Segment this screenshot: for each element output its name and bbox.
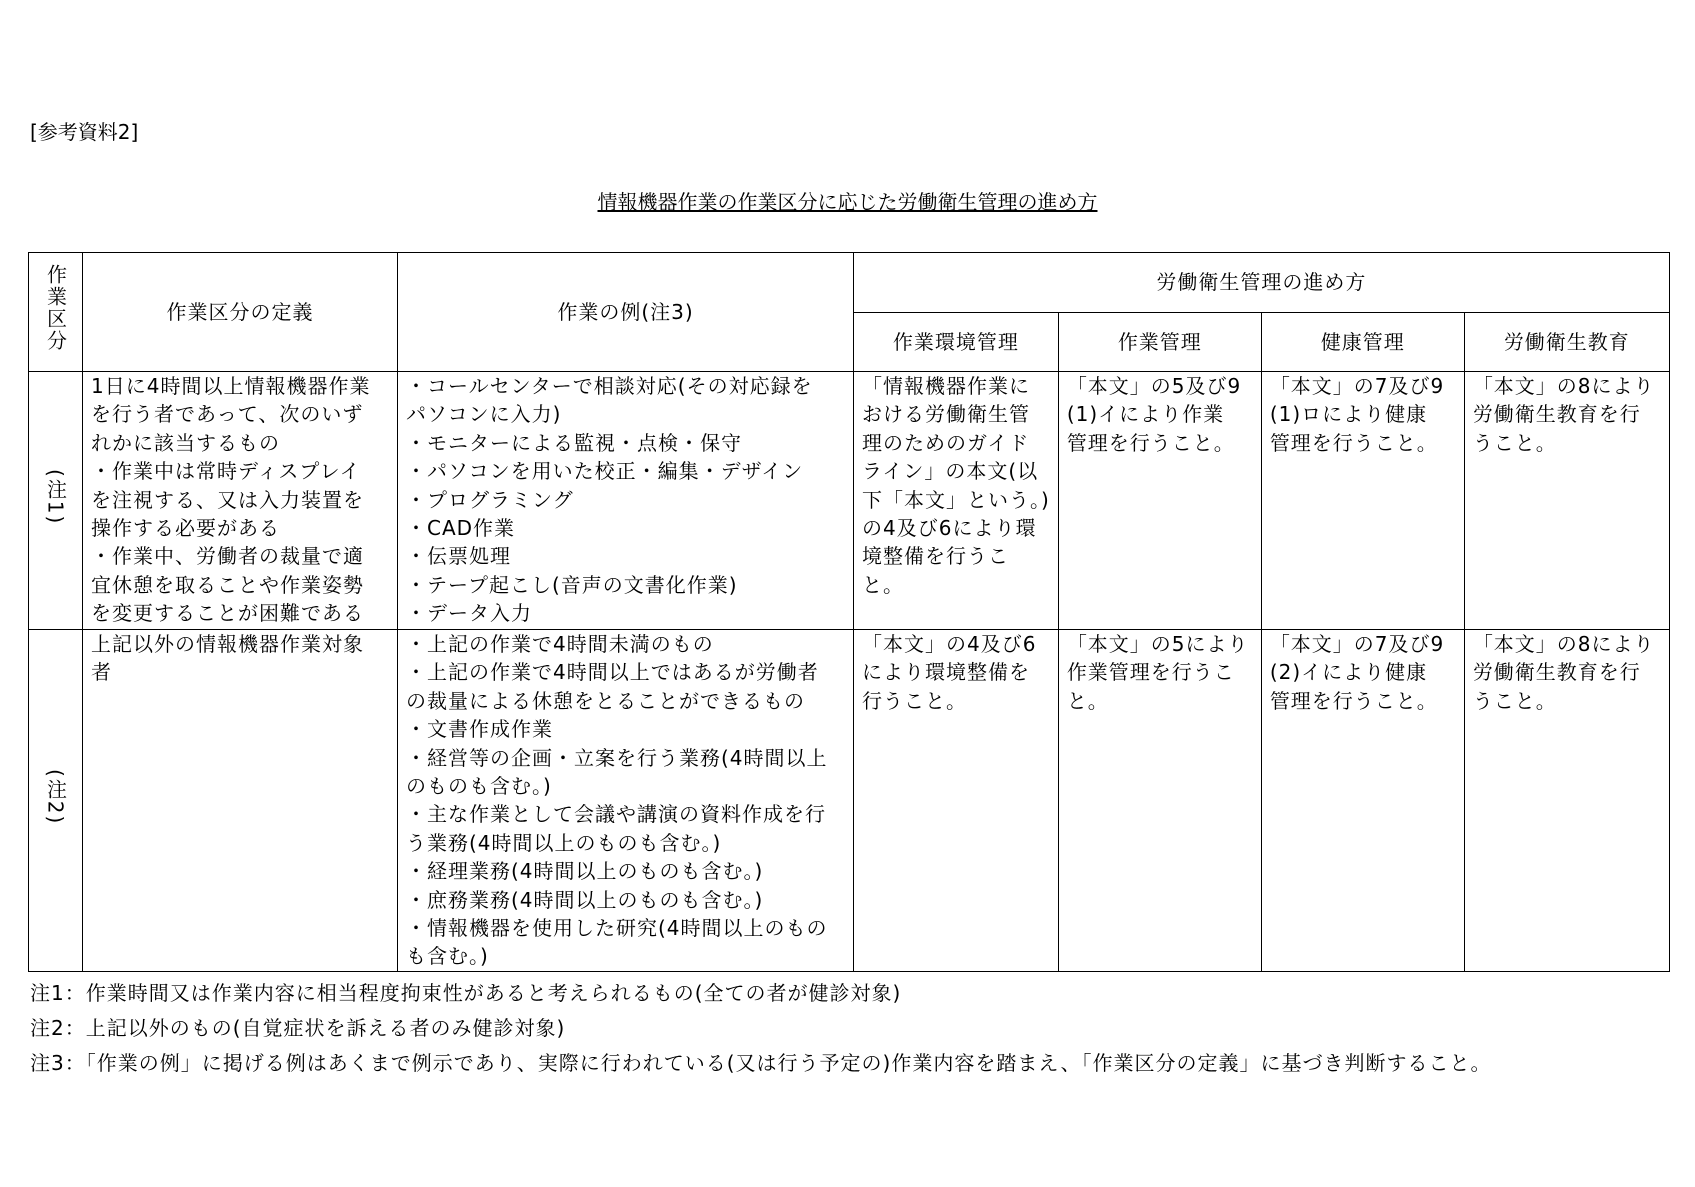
environment-line: 「本文」の4及び6 [862, 632, 1037, 656]
category-cell [29, 630, 83, 972]
examples-line: ・データ入力 [406, 601, 532, 626]
examples-cell [398, 630, 854, 972]
health-line: 管理を行うこと。 [1269, 430, 1438, 455]
environment-line: 境整備を行うこ [862, 544, 1009, 569]
education-line: 労働衛生教育を行 [1472, 660, 1641, 685]
examples-line: ・主な作業として会議や講演の資料作成を行 [406, 802, 826, 827]
category-label: (注1) [43, 468, 68, 525]
work-line: と。 [1066, 688, 1109, 713]
definition-cell [83, 372, 398, 630]
education-line: 労働衛生教育を行 [1472, 402, 1641, 427]
examples-line: ・上記の作業で4時間以上ではあるが労働者 [406, 660, 819, 685]
definition-line: ・作業中は常時ディスプレイ [91, 459, 361, 484]
footnote: 注1：作業時間又は作業内容に相当程度拘束性があると考えられるもの(全ての者が健診対象) [30, 981, 902, 1005]
header-work: 作業管理 [1058, 313, 1261, 372]
health-line: 「本文」の7及び9 [1269, 632, 1445, 656]
environment-line: ライン」の本文(以 [862, 459, 1039, 484]
education-cell [1464, 372, 1669, 630]
work-line: 「本文」の5及び9 [1066, 374, 1242, 398]
definition-cell [83, 630, 398, 972]
environment-line: の4及び6により環 [862, 516, 1037, 541]
education-line: 「本文」の8により [1472, 374, 1655, 398]
environment-line: 理のためのガイド [862, 430, 1030, 455]
examples-line: ・パソコンを用いた校正・編集・デザイン [406, 459, 804, 484]
education-line: 「本文」の8により [1472, 632, 1655, 656]
footnote: 注3：「作業の例」に掲げる例はあくまで例示であり、実際に行われている(又は行う予定の)作業内容を踏まえ、「作業区分の定義」に基づき判断すること。 [30, 1051, 1492, 1075]
work-line: (1)イにより作業 [1066, 402, 1225, 427]
examples-line: ・モニターによる監視・点検・保守 [406, 430, 742, 455]
environment-line: により環境整備を [862, 660, 1030, 685]
definition-line: 操作する必要がある [91, 516, 280, 541]
examples-line: う業務(4時間以上のものも含む。) [406, 830, 722, 855]
environment-cell [854, 372, 1059, 630]
examples-line: ・上記の作業で4時間未満のもの [406, 632, 714, 656]
examples-line: ・CAD作業 [406, 516, 516, 541]
definition-line: 宜休憩を取ることや作業姿勢 [91, 572, 364, 597]
education-line: うこと。 [1472, 430, 1557, 455]
environment-line: と。 [862, 572, 904, 597]
examples-line: の裁量による休憩をとることができるもの [406, 688, 805, 713]
work-line: 作業管理を行うこ [1066, 660, 1235, 685]
definition-line: 1日に4時間以上情報機器作業 [91, 374, 371, 398]
footnotes [30, 976, 1492, 1081]
management-table [28, 252, 1670, 972]
health-cell [1261, 630, 1464, 972]
education-cell [1464, 630, 1669, 972]
examples-line: のものも含む。) [406, 774, 552, 799]
health-line: 管理を行うこと。 [1269, 688, 1438, 713]
definition-line: 者 [91, 660, 112, 685]
header-health: 健康管理 [1261, 313, 1464, 372]
environment-line: 行うこと。 [862, 688, 967, 713]
header-education: 労働衛生教育 [1464, 313, 1669, 372]
examples-line: ・テープ起こし(音声の文書化作業) [406, 572, 738, 597]
header-management: 労働衛生管理の進め方 [854, 253, 1670, 313]
header-row [29, 253, 1670, 313]
header-environment: 作業環境管理 [854, 313, 1059, 372]
health-line: (2)イにより健康 [1269, 660, 1428, 685]
examples-line: ・伝票処理 [406, 544, 511, 569]
definition-line: れかに該当するもの [91, 430, 280, 455]
environment-line: 「情報機器作業に [862, 374, 1030, 398]
education-line: うこと。 [1472, 688, 1557, 713]
health-line: (1)ロにより健康 [1269, 402, 1428, 427]
header-category-text: 作業区分 [43, 264, 68, 353]
examples-line: ・庶務業務(4時間以上のものも含む。) [406, 887, 764, 912]
header-examples: 作業の例(注3) [398, 253, 854, 372]
header-category [29, 253, 83, 372]
definition-line: 上記以外の情報機器作業対象 [91, 632, 364, 656]
examples-line: ・経営等の企画・立案を行う業務(4時間以上 [406, 745, 828, 770]
examples-line: ・経理業務(4時間以上のものも含む。) [406, 859, 764, 884]
examples-line: パソコンに入力) [406, 402, 562, 427]
reference-label: [参考資料2] [30, 120, 139, 144]
category-cell [29, 372, 83, 630]
examples-line: ・プログラミング [406, 487, 574, 512]
page-title [0, 186, 1695, 215]
examples-line: ・情報機器を使用した研究(4時間以上のもの [406, 916, 828, 941]
examples-line: ・コールセンターで相談対応(その対応録を [406, 374, 813, 398]
definition-line: を変更することが困難である [91, 601, 364, 626]
work-cell [1058, 630, 1261, 972]
definition-line: を行う者であって、次のいず [91, 402, 364, 427]
header-definition: 作業区分の定義 [83, 253, 398, 372]
environment-line: 下「本文」という。) [862, 487, 1050, 512]
examples-cell [398, 372, 854, 630]
table-row [29, 372, 1670, 630]
health-cell [1261, 372, 1464, 630]
environment-cell [854, 630, 1059, 972]
definition-line: を注視する、又は入力装置を [91, 487, 364, 512]
examples-line: も含む。) [406, 944, 489, 969]
definition-line: ・作業中、労働者の裁量で適 [91, 544, 364, 569]
environment-line: おける労働衛生管 [862, 402, 1030, 427]
work-line: 「本文」の5により [1066, 632, 1249, 656]
examples-line: ・文書作成作業 [406, 717, 553, 742]
work-cell [1058, 372, 1261, 630]
table-row [29, 630, 1670, 972]
footnote: 注2：上記以外のもの(自覚症状を訴える者のみ健診対象) [30, 1016, 566, 1040]
health-line: 「本文」の7及び9 [1269, 374, 1445, 398]
category-label: (注2) [43, 768, 68, 825]
work-line: 管理を行うこと。 [1066, 430, 1235, 455]
page-title-text: 情報機器作業の作業区分に応じた労働衛生管理の進め方 [597, 190, 1098, 214]
